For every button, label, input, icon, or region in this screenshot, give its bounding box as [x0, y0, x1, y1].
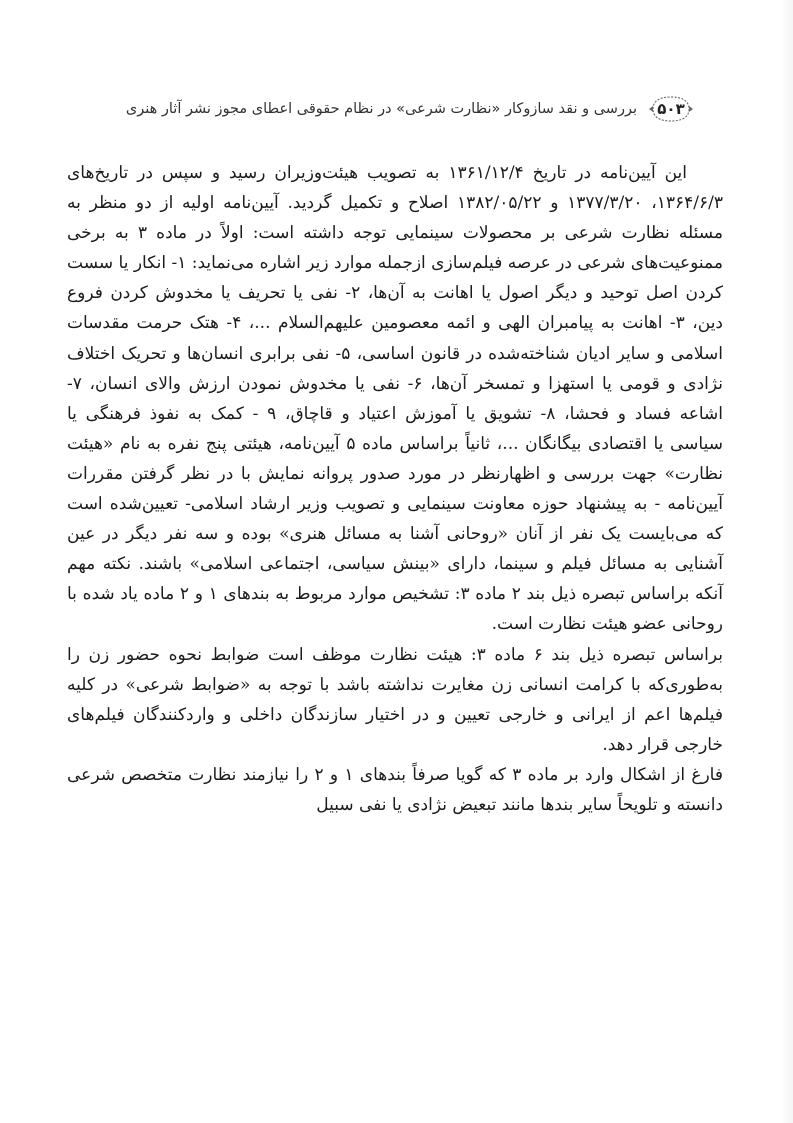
body-text [67, 158, 723, 1078]
paragraph-1: این آیین‌نامه در تاریخ ۱۳۶۱/۱۲/۴ به تصویب هیئت‌وزیران رسید و سپس در تاریخ‌های ۱۳۶۴/۶/۳، ۱۳۷۷/۳/۲۰ و ۱۳۸۲/۰۵/۲۲ اصلاح و تکمیل گردید. آیین‌نامه اولیه از دو منظر به مسئله نظارت شرعی بر محصولات سینمایی توجه داشته است: اولاً در ماده ۳ به برخی ممنوعیت‌های شرعی در عرصه فیلم‌سازی ازجمله موارد زیر اشاره می‌نماید: ۱- انکار یا سست کردن اصل توحید و دیگر اصول یا اهانت به آن‌ها، ۲- نفی یا تحریف یا مخدوش کردن فروع دین، ۳- اهانت به پیامبران الهی و ائمه معصومین علیهم‌السلام ...، ۴- هتک حرمت مقدسات اسلامی و سایر ادیان شناخته‌شده در قانون اساسی، ۵- نفی برابری انسان‌ها و تحریک اختلاف نژادی و قومی یا استهزا و تمسخر آن‌ها، ۶- نفی یا مخدوش نمودن ارزش والای انسان، ۷- اشاعه فساد و فحشا، ۸- تشویق یا آموزش اعتیاد و قاچاق، ۹ - کمک به نفوذ فرهنگی یا سیاسی یا اقتصادی بیگانگان ...، ثانیاً براساس ماده ۵ آیین‌نامه، هیئتی پنج نفره به نام «هیئت نظارت» جهت بررسی و اظهارنظر در مورد صدور پروانه نمایش با در نظر گرفتن مقررات آیین‌نامه - به پیشنهاد حوزه معاونت سینمایی و تصویب وزیر ارشاد اسلامی- تعیین‌شده است که می‌بایست یک نفر از آنان «روحانی آشنا به مسائل هنری» بوده و سه نفر دیگر در عین آشنایی به مسائل فیلم و سینما، دارای «بینش سیاسی، اجتماعی اسلامی» باشند. نکته مهم آنکه براساس تبصره ذیل بند ۲ ماده ۳: تشخیص موارد مربوط به بندهای ۱ و ۲ ماده یاد شده با روحانی عضو هیئت نظارت است. [67, 163, 724, 635]
paragraph-2: براساس تبصره ذیل بند ۶ ماده ۳: هیئت نظارت موظف است ضوابط نحوه حضور زن را به‌طوری‌که با کرامت انسانی زن مغایرت نداشته باشد با توجه به «ضوابط شرعی» در کلیه فیلم‌ها اعم از ایرانی و خارجی تعیین و در اختیار سازندگان داخلی و واردکنندگان فیلم‌های خارجی قرار دهد. [67, 644, 723, 755]
page-number-badge [647, 94, 695, 124]
running-header [95, 94, 695, 124]
page-number: ۵۰۳ [657, 100, 685, 118]
scan-edge-shadow [781, 0, 793, 1123]
paragraph-3: فارغ از اشکال وارد بر ماده ۳ که گویا صرفاً بندهای ۱ و ۲ را نیازمند نظارت متخصص شرعی دانسته و تلویحاً سایر بندها مانند تبعیض نژادی یا نفی سبیل [67, 764, 723, 815]
running-header-title: بررسی و نقد سازوکار «نظارت شرعی» در نظام حقوقی اعطای مجوز نشر آثار هنری [125, 101, 637, 117]
